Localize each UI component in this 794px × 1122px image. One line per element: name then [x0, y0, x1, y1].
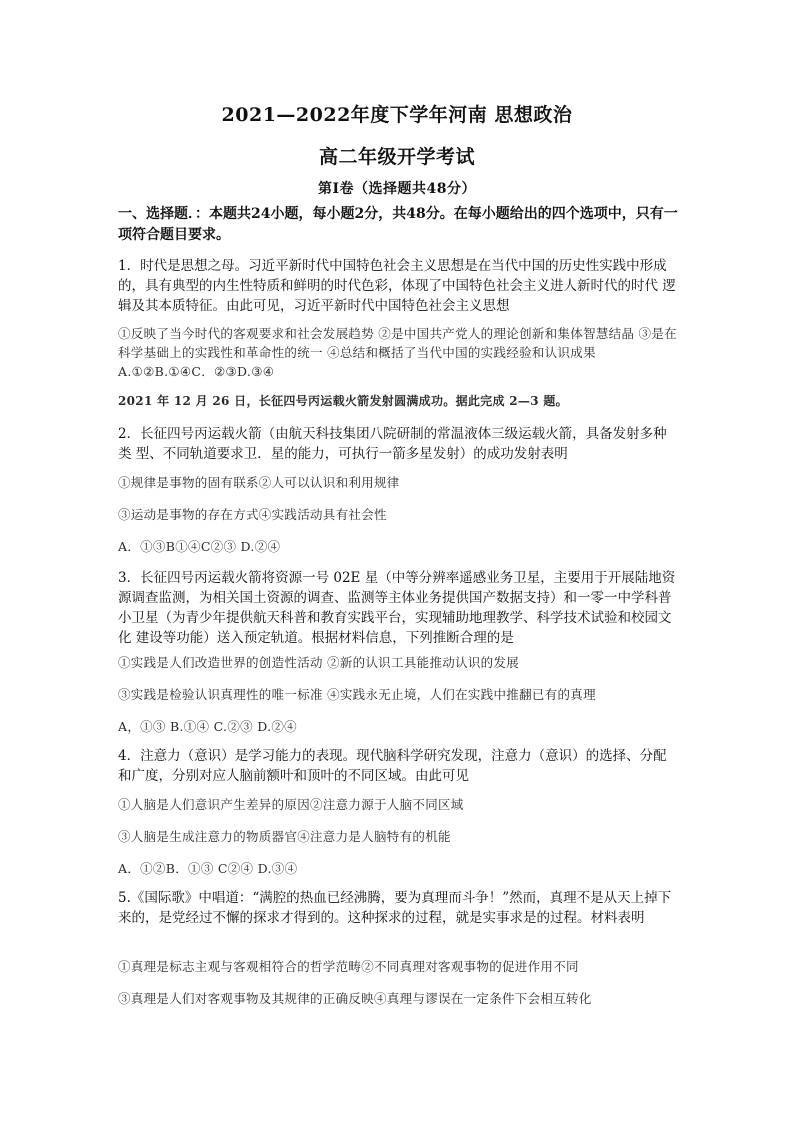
question-5-option-line-2: ③真理是人们对客观事物及其规律的正确反映④真理与谬误在一定条件下会相互转化	[118, 991, 592, 1006]
question-4-answers: A．①②B．①③ C②④ D.③④	[118, 861, 298, 876]
question-1-stem: 1．时代是思想之母。习近平新时代中国特色社会主义思想是在当代中国的历史性实践中形成 的，具有典型的内生性特质和鲜明的时代色彩，体现了中国特色社会主义进人新时代的时代 逻辑及其本质特征。由此可见，习近平新时代中国特色社会主义思想	[118, 258, 676, 314]
question-3-stem: 3．长征四号丙运载火箭将资源一号 02E 星（中等分辨率遥感业务卫星，主要用于开展陆地资源调查监测，为相关国土资源的调查、监测等主体业务提供国产数据支持）和一零一中学科普小卫星（为青少年提供航天科普和教育实践平台，实现辅助地理教学、科学技术试验和校园文化 建设等功能）送入预定轨道。根据材料信息，下列推断合理的是	[118, 570, 676, 646]
instructions: 一、选择题．：本题共24小题，每小题2分，共48分。在每小题给出的四个选项中，只有一项符合题目要求。	[118, 206, 678, 243]
question-4-stem: 4．注意力（意识）是学习能力的表现。现代脑科学研究发现，注意力（意识）的选择、分配和广度，分别对应人脑前额叶和顶叶的不同区域。由此可见	[118, 748, 667, 784]
exam-title: 2021—2022年度下学年河南 思想政治	[221, 104, 573, 126]
question-2-option-line-2: ③运动是事物的存在方式④实践活动具有社会性	[118, 507, 387, 522]
question-4-option-line-2: ③人脑是生成注意力的物质器官④注意力是人脑特有的机能	[118, 829, 451, 844]
question-2-option-line-1: ①规律是事物的固有联系②人可以认识和利用规律	[118, 475, 400, 490]
question-1-options: ①反映了当今时代的客观要求和社会发展趋势 ②是中国共产党人的理论创新和集体智慧结晶 ③是在科学基础上的实践性和革命性的统一 ④总结和概括了当代中国的实践经验和认识成果 A.①②B.①④C．②③D.③④	[118, 326, 677, 379]
question-4-option-line-1: ①人脑是人们意识产生差异的原因②注意力源于人脑不同区域	[118, 797, 464, 812]
question-3-answers: A，①③ B.①④ C.②③ D.②④	[118, 719, 297, 734]
material-note-2-3: 2021 年 12 月 26 日，长征四号丙运载火箭发射圆满成功。据此完成 2—3 题。	[118, 394, 568, 408]
question-5-stem: 5.《国际歌》中唱道：“满腔的热血已经沸腾，要为真理而斗争！”然而，真理不是从天上掉下来的，是党经过不懈的探求才得到的。这种探求的过程，就是实事求是的过程。材料表明	[118, 890, 672, 926]
question-2-stem: 2．长征四号丙运载火箭（由航天科技集团八院研制的常温液体三级运载火箭，具备发射多种类 型、不同轨道要求卫．星的能力，可执行一箭多星发射）的成功发射表明	[118, 426, 667, 462]
question-3-option-line-1: ①实践是人们改造世界的创造性活动 ②新的认识工具能推动认识的发展	[118, 655, 520, 670]
exam-subtitle: 高二年级开学考试	[318, 146, 475, 168]
question-3-option-line-2: ③实践是检验认识真理性的唯一标准 ④实践永无止境，人们在实践中推翻已有的真理	[118, 687, 596, 702]
question-5-option-line-1: ①真理是标志主观与客观相符合的哲学范畴②不同真理对客观事物的促进作用不同	[118, 959, 579, 974]
question-2-answers: A．①③B①④C②③ D.②④	[118, 539, 281, 554]
section-title: 第Ⅰ卷（选择题共48分）	[317, 181, 477, 197]
